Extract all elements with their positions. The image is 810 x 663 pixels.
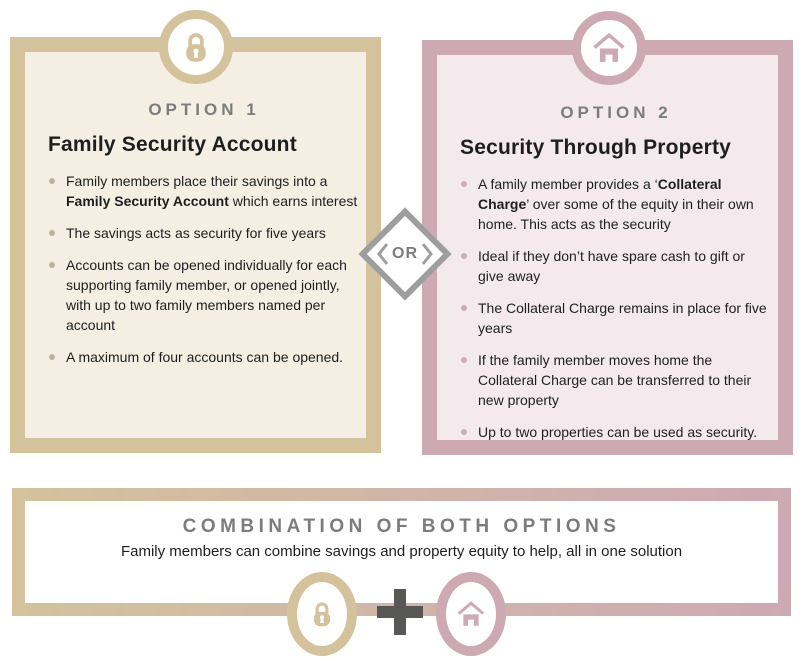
option2-label: OPTION 2	[560, 103, 672, 122]
option2-badge	[572, 11, 646, 85]
or-label: OR	[392, 245, 418, 262]
combination-lock-badge	[287, 572, 357, 656]
combination-box	[25, 501, 778, 603]
option2-title: Security Through Property	[460, 136, 732, 159]
option1-label: OPTION 1	[148, 100, 260, 119]
combination-home-badge	[436, 572, 506, 656]
combination-title: COMBINATION OF BOTH OPTIONS	[182, 516, 621, 537]
bullet-item: A family member provides a ‘Collateral Charge’ over some of the equity in their own home. This acts as the security	[460, 174, 772, 234]
bullet-item: Accounts can be opened individually for each supporting family member, or opened jointly, with up to two family members named per account	[48, 255, 360, 335]
lock-icon	[178, 29, 214, 65]
option2-bullets	[460, 174, 772, 442]
option2-panel	[422, 40, 793, 455]
bullet-item: Family members place their savings into a Family Security Account which earns interest	[48, 171, 360, 211]
option1-panel	[10, 37, 381, 453]
bullet-item: A maximum of four accounts can be opened.	[48, 347, 360, 367]
right-angle-bracket-icon	[422, 242, 433, 266]
option2-panel-content	[437, 55, 778, 442]
home-icon	[455, 598, 487, 630]
or-overlay	[363, 236, 447, 272]
option1-title: Family Security Account	[48, 133, 297, 156]
bullet-item: Up to two properties can be used as security.	[460, 422, 772, 442]
left-angle-bracket-icon	[377, 242, 388, 266]
home-icon	[590, 29, 628, 67]
combination-subtitle: Family members can combine savings and property equity to help, all in one solution	[120, 543, 683, 560]
option1-badge	[159, 10, 233, 84]
bullet-item: The Collateral Charge remains in place for five years	[460, 298, 772, 338]
option1-bullets	[48, 171, 360, 367]
bullet-item: If the family member moves home the Collateral Charge can be transferred to their new property	[460, 350, 772, 410]
plus-vertical-bar	[394, 589, 406, 635]
option1-panel-content	[25, 52, 366, 367]
bullet-item: The savings acts as security for five years	[48, 223, 360, 243]
bullet-item: Ideal if they don’t have spare cash to gift or give away	[460, 246, 772, 286]
lock-icon	[307, 599, 337, 629]
